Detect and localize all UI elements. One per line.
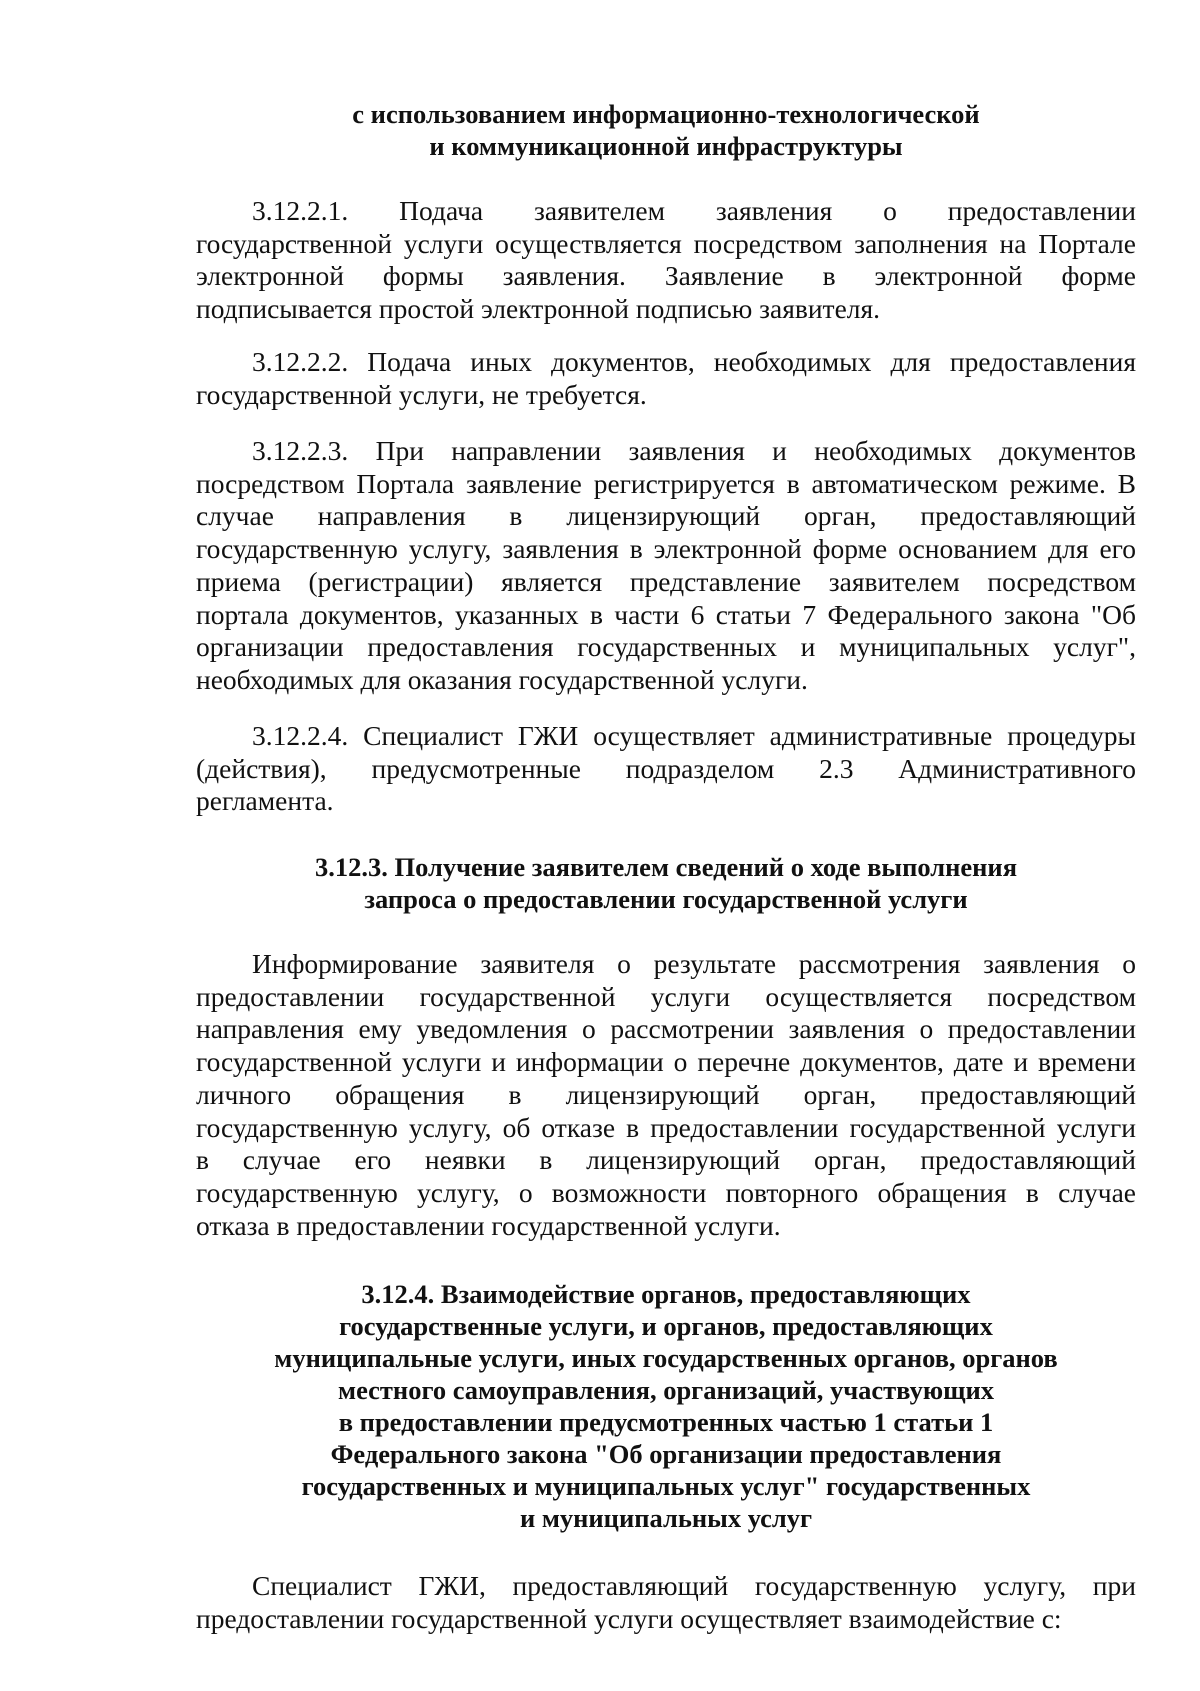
heading-line: государственных и муниципальных услуг" государственных	[301, 1471, 1031, 1501]
paragraph-line: государственной услуги, не требуется.	[196, 378, 647, 410]
heading-line: 3.12.3. Получение заявителем сведений о ходе выполнения	[314, 852, 1018, 882]
heading-line: 3.12.4. Взаимодействие органов, предоставляющих	[361, 1279, 971, 1309]
paragraph-line: регламента.	[196, 785, 334, 817]
paragraph-line: необходимых для оказания государственной услуги.	[196, 663, 808, 695]
paragraph-line: Специалист ГЖИ, предоставляющий государственную услугу, при	[252, 1570, 1136, 1601]
paragraph-specialist-interaction	[196, 1570, 1136, 1635]
heading-line: и коммуникационной инфраструктуры	[429, 131, 903, 161]
paragraph-line: предоставлении государственной услуги осуществляется посредством	[196, 980, 1136, 1012]
paragraph-line: приема (регистрации) является представление заявителем посредством	[196, 565, 1136, 597]
heading-line: и муниципальных услуг	[519, 1503, 813, 1533]
paragraph-line: подписывается простой электронной подписью заявителя.	[196, 293, 881, 325]
heading-line: в предоставлении предусмотренных частью 1 статьи 1	[338, 1407, 994, 1437]
heading-line: с использованием информационно-технологической	[352, 99, 980, 129]
paragraph-line: предоставлении государственной услуги осуществляет взаимодействие с:	[196, 1602, 1062, 1634]
paragraph-line: 3.12.2.3. При направлении заявления и необходимых документов	[252, 435, 1136, 466]
section-heading-ict-infrastructure	[196, 98, 1136, 162]
paragraph-line: государственной услуги и информации о перечне документов, дате и времени	[196, 1046, 1136, 1078]
heading-line: государственные услуги, и органов, предоставляющих	[339, 1311, 993, 1341]
paragraph-line: государственной услуги осуществляется посредством заполнения на Портале	[196, 227, 1136, 259]
paragraph-line: государственную услугу, об отказе в предоставлении государственной услуги	[196, 1111, 1136, 1143]
paragraph-line: случае направления в лицензирующий орган, предоставляющий	[196, 500, 1136, 532]
section-heading-3-12-3	[196, 851, 1136, 915]
paragraph-line: личного обращения в лицензирующий орган, предоставляющий	[196, 1078, 1136, 1110]
heading-line: Федерального закона "Об организации предоставления	[330, 1439, 1002, 1469]
heading-line: муниципальные услуги, иных государственных органов, органов	[274, 1343, 1058, 1373]
paragraph-line: Информирование заявителя о результате рассмотрения заявления о	[252, 948, 1136, 979]
paragraph-line: направления ему уведомления о рассмотрении заявления о предоставлении	[196, 1013, 1136, 1045]
paragraph-line: 3.12.2.2. Подача иных документов, необходимых для предоставления	[252, 346, 1136, 377]
heading-line: местного самоуправления, организаций, участвующих	[338, 1375, 994, 1405]
paragraph-line: электронной формы заявления. Заявление в электронной форме	[196, 260, 1136, 292]
paragraph-line: портала документов, указанных в части 6 статьи 7 Федерального закона "Об	[196, 598, 1136, 630]
paragraph-line: в случае его неявки в лицензирующий орган, предоставляющий	[196, 1144, 1136, 1176]
paragraph-3-12-2-3	[196, 435, 1136, 697]
paragraph-3-12-2-4	[196, 720, 1136, 818]
paragraph-line: организации предоставления государственных и муниципальных услуг",	[196, 631, 1136, 663]
paragraph-line: 3.12.2.4. Специалист ГЖИ осуществляет административные процедуры	[252, 720, 1136, 751]
heading-line: запроса о предоставлении государственной услуги	[364, 884, 968, 914]
paragraph-3-12-2-1	[196, 195, 1136, 326]
section-heading-3-12-4	[196, 1278, 1136, 1534]
paragraph-line: (действия), предусмотренные подразделом 2.3 Административного	[196, 752, 1136, 784]
paragraph-line: государственную услугу, о возможности повторного обращения в случае	[196, 1176, 1136, 1208]
paragraph-informing-applicant	[196, 948, 1136, 1242]
paragraph-3-12-2-2	[196, 346, 1136, 411]
paragraph-line: отказа в предоставлении государственной услуги.	[196, 1209, 781, 1241]
paragraph-line: государственную услугу, заявления в электронной форме основанием для его	[196, 533, 1136, 565]
paragraph-line: посредством Портала заявление регистрируется в автоматическом режиме. В	[196, 467, 1136, 499]
paragraph-line: 3.12.2.1. Подача заявителем заявления о предоставлении	[252, 195, 1136, 226]
